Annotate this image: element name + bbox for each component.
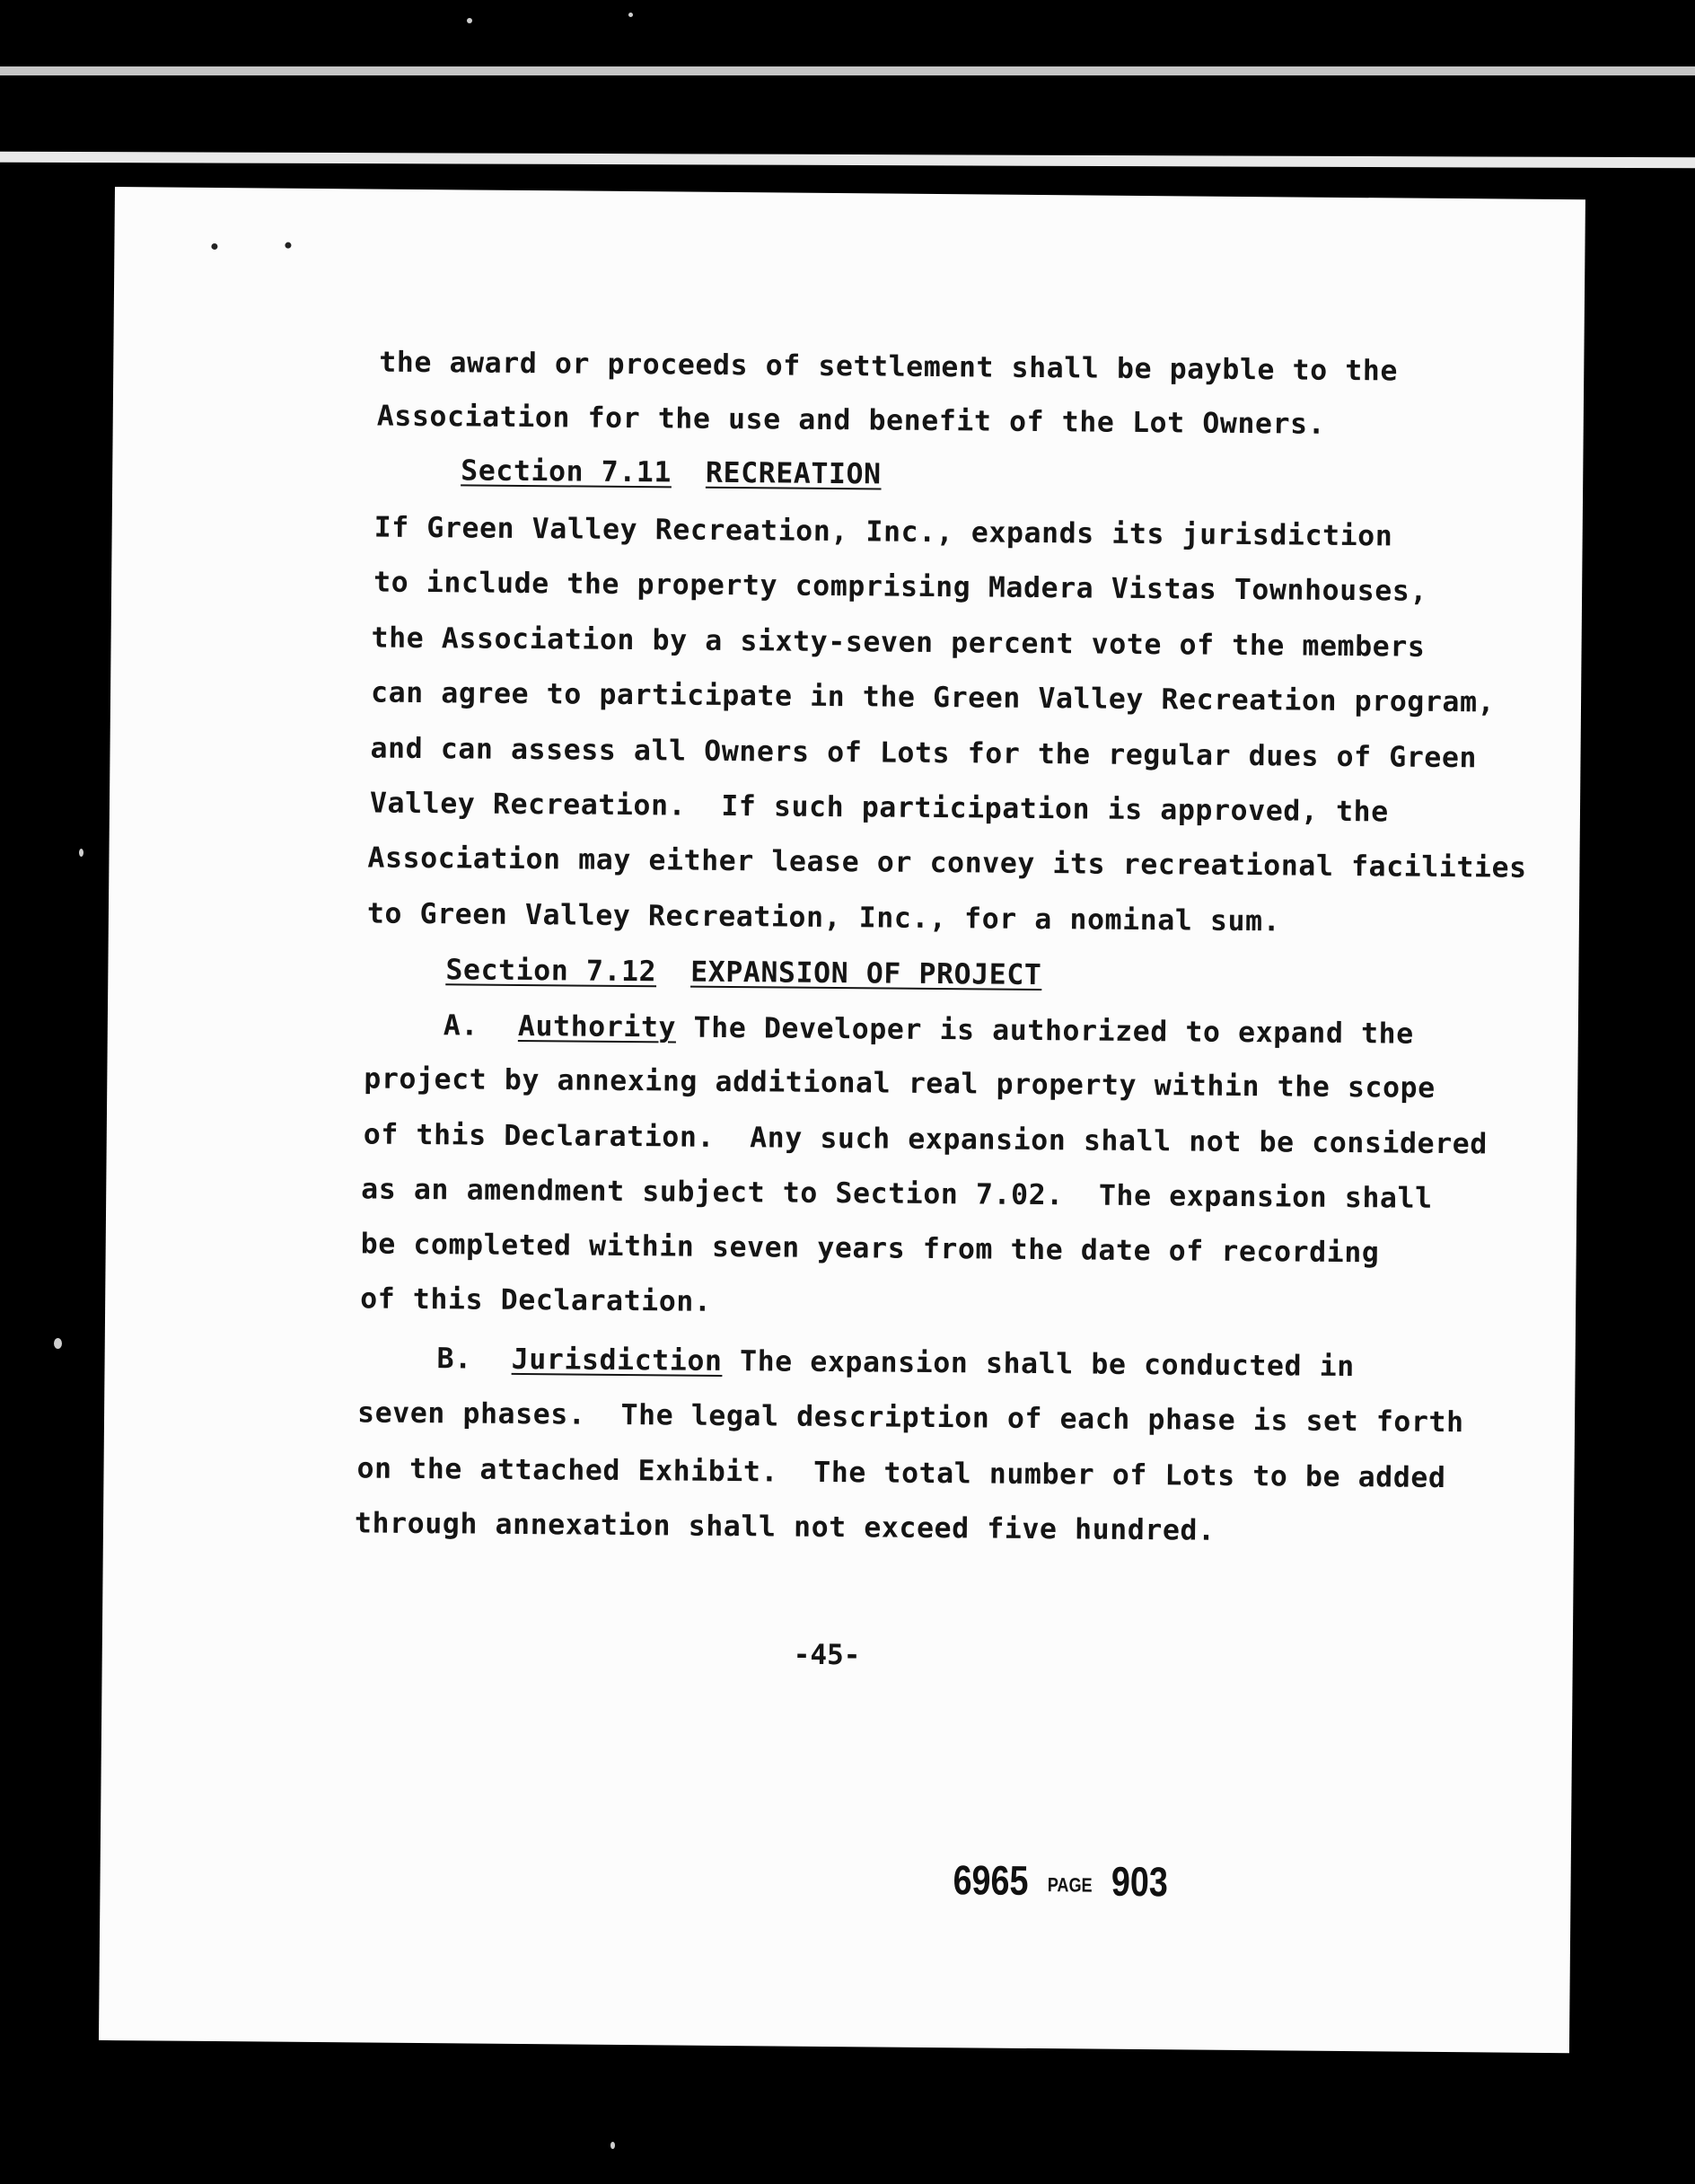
text-line: the award or proceeds of settlement shall be payble to the bbox=[379, 346, 1399, 388]
paragraph-a-first-line bbox=[444, 1008, 1414, 1051]
paragraph-text: The Developer is authorized to expand the bbox=[675, 1011, 1414, 1051]
text-line: as an amendment subject to Section 7.02. The expansion shall bbox=[361, 1173, 1433, 1215]
page-speck bbox=[211, 243, 217, 250]
paragraph-b-first-line bbox=[436, 1342, 1355, 1384]
page-speck bbox=[285, 242, 291, 249]
text-line: to Green Valley Recreation, Inc., for a nominal sum. bbox=[366, 897, 1281, 938]
book-number: 6965 bbox=[953, 1856, 1029, 1904]
text-line: to include the property comprising Madera Vistas Townhouses, bbox=[373, 566, 1428, 608]
scan-edge-lower bbox=[0, 152, 1695, 169]
paragraph-text: The expansion shall be conducted in bbox=[722, 1344, 1355, 1384]
page-number: -45- bbox=[793, 1638, 861, 1672]
text-line: and can assess all Owners of Lots for the regular dues of Green bbox=[370, 732, 1478, 775]
paragraph-letter: A. bbox=[443, 1009, 479, 1043]
paragraph-heading: Jurisdiction bbox=[511, 1343, 723, 1378]
text-line: project by annexing additional real property within the scope bbox=[364, 1062, 1436, 1105]
scan-speck bbox=[610, 2142, 615, 2149]
section-title: RECREATION bbox=[705, 456, 882, 491]
scan-edge-top bbox=[0, 66, 1695, 75]
document-page bbox=[99, 187, 1585, 2053]
text-line: of this Declaration. bbox=[360, 1282, 712, 1318]
text-line: the Association by a sixty-seven percent vote of the members bbox=[371, 621, 1426, 664]
recording-stamp bbox=[953, 1855, 1168, 1906]
stamp-page-number: 903 bbox=[1111, 1857, 1169, 1906]
scan-speck bbox=[467, 18, 472, 23]
text-line: through annexation shall not exceed five hundred. bbox=[354, 1507, 1216, 1547]
scan-speck bbox=[54, 1338, 62, 1349]
page-label: PAGE bbox=[1047, 1873, 1093, 1897]
section-number: Section 7.12 bbox=[445, 954, 657, 989]
text-line: be completed within seven years from the date of recording bbox=[360, 1228, 1380, 1270]
text-line: can agree to participate in the Green Valley Recreation program, bbox=[370, 676, 1496, 719]
section-heading-7-11 bbox=[461, 454, 882, 491]
text-line: seven phases. The legal description of each phase is set forth bbox=[356, 1396, 1464, 1440]
text-line: Valley Recreation. If such participation is approved, the bbox=[369, 787, 1389, 829]
text-line: Association for the use and benefit of the Lot Owners. bbox=[376, 400, 1326, 441]
scan-speck bbox=[628, 13, 633, 17]
section-heading-7-12 bbox=[445, 953, 1041, 992]
text-line: on the attached Exhibit. The total number of Lots to be added bbox=[356, 1452, 1446, 1494]
text-line: If Green Valley Recreation, Inc., expands its jurisdiction bbox=[373, 511, 1393, 553]
paragraph-letter: B. bbox=[436, 1343, 472, 1376]
section-title: EXPANSION OF PROJECT bbox=[690, 956, 1042, 992]
text-line: of this Declaration. Any such expansion shall not be considered bbox=[363, 1118, 1489, 1161]
section-number: Section 7.11 bbox=[461, 454, 672, 489]
paragraph-heading: Authority bbox=[517, 1009, 677, 1044]
text-line: Association may either lease or convey its recreational facilities bbox=[367, 841, 1527, 885]
scan-speck bbox=[79, 849, 83, 857]
